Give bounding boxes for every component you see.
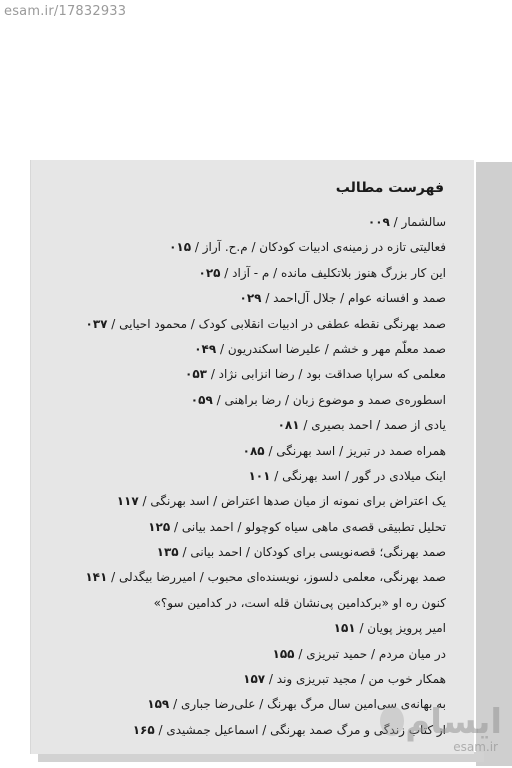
toc-separator: /: [207, 367, 219, 382]
toc-separator: /: [261, 291, 274, 306]
toc-page-number: ۱۱۷: [116, 494, 139, 509]
toc-entry: [46, 667, 446, 692]
toc-entry: [46, 210, 446, 235]
toc-entry-text: امیر پرویز پویان: [367, 621, 446, 636]
toc-entry-text: صمد معلّم مهر و خشم / علیرضا اسکندریون: [227, 341, 446, 356]
toc-entry: [46, 642, 446, 667]
page-shadow-side: [476, 162, 512, 766]
toc-entry: [46, 489, 446, 514]
toc-separator: /: [220, 265, 233, 280]
toc-entry: [46, 515, 446, 540]
toc-separator: /: [264, 443, 277, 458]
toc-entry: [46, 616, 446, 641]
toc-page-number: ۱۰۱: [248, 468, 271, 483]
toc-entry-text: صمد و افسانه عوام / جلال آل‌احمد: [273, 291, 446, 306]
toc-page-number: ۱۵۷: [243, 672, 266, 687]
toc-entry-text: صمد بهرنگی؛ قصه‌نویسی برای کودکان / احمد بیانی: [190, 545, 446, 560]
toc-page-number: ۰۵۳: [185, 367, 207, 382]
toc-entry-text: سالشمار: [401, 215, 446, 229]
toc-entry-text: اینک میلادی در گور / اسد بهرنگی: [282, 468, 446, 483]
toc-page-number: ۱۵۱: [333, 621, 356, 636]
toc-separator: /: [299, 418, 312, 433]
toc-entry-text: صمد بهرنگی نقطه عطفی در ادبیات انقلابی کودک / محمود احیایی: [119, 316, 446, 331]
toc-entry: [46, 388, 446, 413]
toc-entry: [46, 464, 446, 489]
toc-separator: /: [270, 468, 283, 483]
toc-entry-text: کنون ره او «برکدامین پی‌نشان قله است، در کدامین سو؟»: [153, 595, 446, 610]
toc-separator: /: [107, 570, 119, 585]
toc-page-number: ۱۵۵: [272, 646, 295, 661]
toc-entry-text: یک اعتراض برای نمونه از میان صدها اعتراض / اسد بهرنگی: [150, 494, 446, 509]
toc-entry: [46, 235, 446, 260]
toc-page-number: ۱۵۹: [147, 697, 170, 712]
toc-separator: /: [265, 672, 277, 687]
toc-separator: /: [216, 341, 228, 356]
toc-page-number: ۱۲۵: [148, 519, 171, 534]
toc-separator: /: [170, 519, 182, 534]
toc-entry: [46, 286, 446, 311]
toc-entry: [46, 591, 446, 616]
toc-entry-text: در میان مردم / حمید تبریزی: [306, 646, 446, 661]
toc-entry: [46, 312, 446, 337]
toc-separator: /: [355, 621, 368, 636]
toc-entry: [46, 565, 446, 590]
toc-page-number: ۰۴۹: [194, 341, 217, 356]
toc-separator: /: [107, 316, 120, 331]
watermark-logo-text: ایسام: [405, 702, 502, 742]
toc-page-number: ۰۳۷: [85, 316, 108, 331]
toc-separator: /: [169, 697, 181, 712]
toc-entry: [46, 337, 446, 362]
toc-separator: /: [178, 545, 191, 560]
toc-entry-text: همراه صمد در تبریز / اسد بهرنگی: [276, 443, 446, 458]
toc-page-number: ۰۰۹: [367, 215, 390, 229]
toc-entry-text: فعالیتی تازه در زمینه‌ی ادبیات کودکان / م.ح. آراز: [202, 240, 446, 255]
watermark-logo: [368, 700, 508, 760]
watermark-logo-url: esam.ir: [453, 740, 498, 754]
toc-list: [46, 210, 446, 743]
toc-page-number: ۱۶۵: [132, 722, 155, 737]
toc-entry: [46, 413, 446, 438]
toc-entry-text: از کتاب زندگی و مرگ صمد بهرنگی / اسماعیل جمشیدی: [166, 722, 446, 737]
toc-entry-text: یادی از صمد / احمد بصیری: [311, 418, 446, 433]
toc-separator: /: [154, 722, 167, 737]
toc-entry-text: صمد بهرنگی، معلمی دلسوز، نویسنده‌ای محبوب / امیررضا بیگدلی: [118, 570, 446, 585]
toc-page-number: ۱۴۱: [85, 570, 108, 585]
toc-page-number: ۰۸۱: [277, 418, 300, 433]
toc-entry: [46, 439, 446, 464]
toc-entry: [46, 261, 446, 286]
toc-entry-text: به بهانه‌ی سی‌امین سال مرگ بهرنگ / علی‌رضا جباری: [180, 697, 446, 712]
toc-entry: [46, 540, 446, 565]
toc-separator: /: [294, 646, 307, 661]
toc-separator: /: [138, 494, 151, 509]
toc-page-number: ۰۱۵: [169, 240, 192, 255]
toc-page-number: ۰۲۹: [239, 291, 262, 306]
watermark-url: esam.ir/17832933: [4, 4, 127, 19]
book-page: [30, 160, 474, 754]
toc-page-number: ۰۵۹: [190, 392, 213, 407]
toc-entry-text: همکار خوب من / مجید تبریزی وند: [276, 672, 446, 687]
toc-separator: /: [191, 240, 203, 255]
toc-entry: [46, 362, 446, 387]
toc-entry-text: معلمی که سراپا صداقت بود / رضا انزابی نژاد: [218, 367, 446, 382]
toc-page-number: ۰۸۵: [242, 443, 265, 458]
toc-separator: /: [212, 392, 225, 407]
toc-title: فهرست مطالب: [335, 180, 444, 196]
toc-entry-text: این کار بزرگ هنوز بلاتکلیف مانده / م - آزاد: [232, 265, 446, 280]
toc-page-number: ۱۳۵: [156, 545, 179, 560]
toc-entry-text: اسطوره‌ی صمد و موضوع زبان / رضا براهنی: [224, 392, 446, 407]
logo-icon: [380, 706, 404, 736]
toc-page-number: ۰۲۵: [198, 265, 221, 280]
toc-separator: /: [389, 215, 402, 229]
toc-entry-text: تحلیل تطبیقی قصه‌ی ماهی سیاه کوچولو / احمد بیانی: [181, 519, 446, 534]
